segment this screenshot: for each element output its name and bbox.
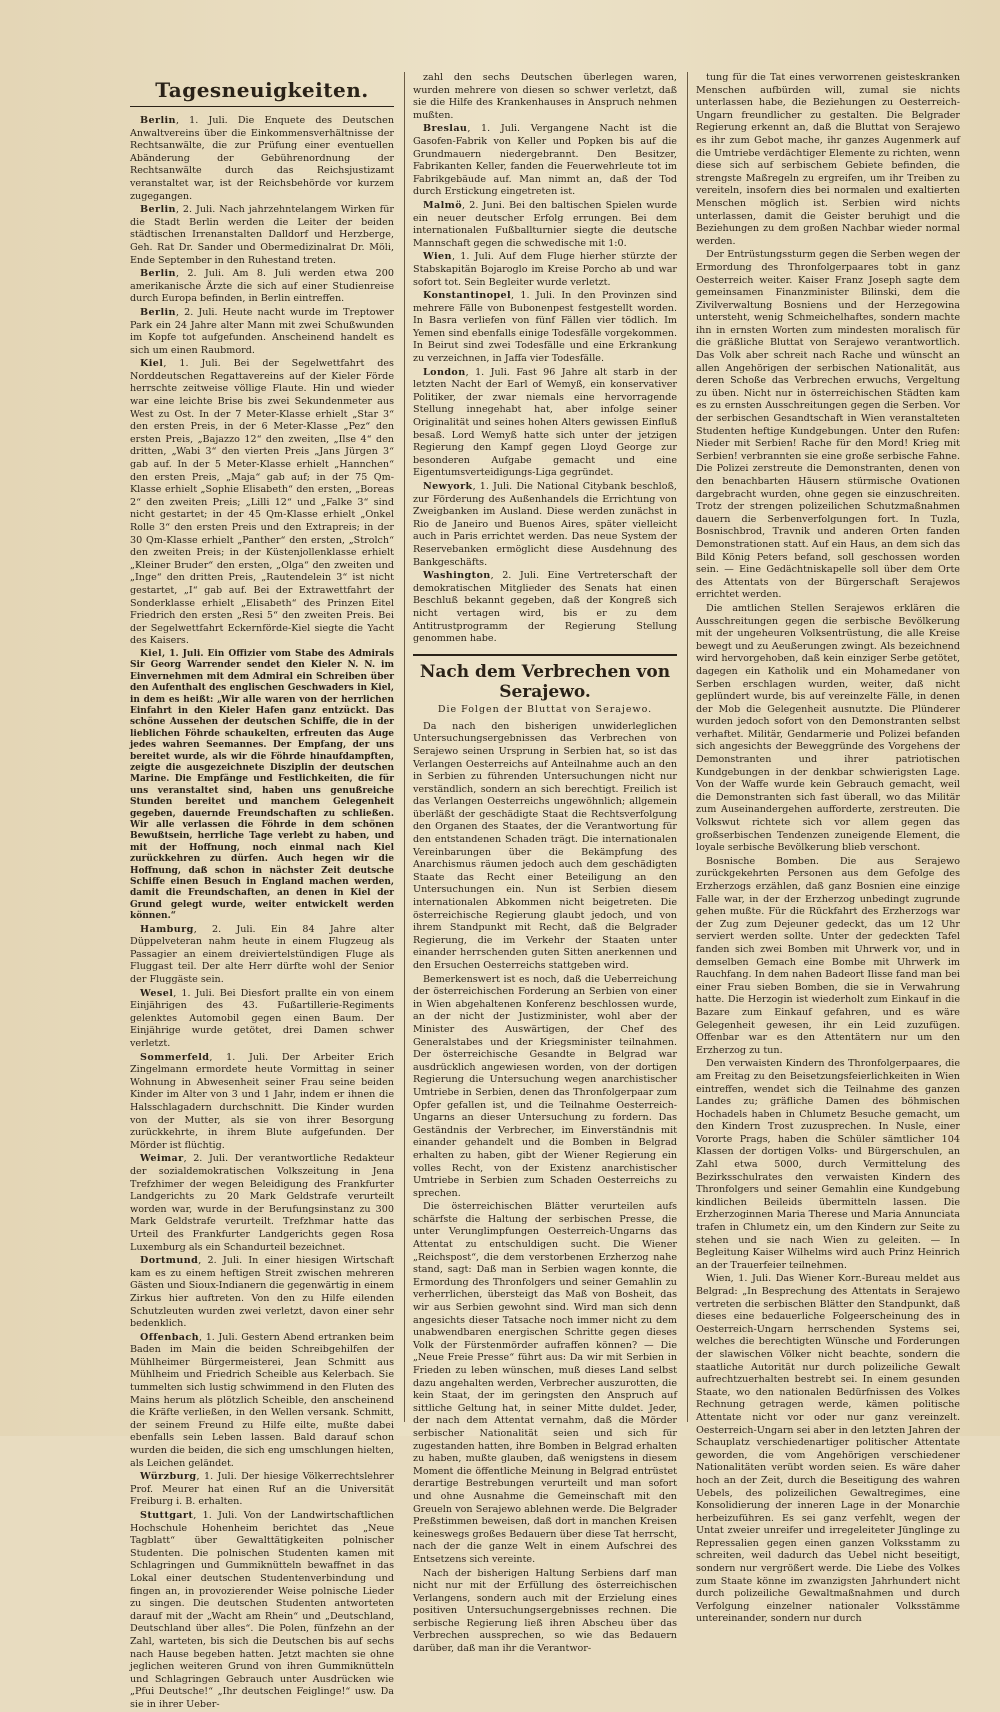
dateline: Berlin bbox=[140, 306, 176, 318]
news-text: , 1. Juli. Bei Diesfort prallte ein von einem Einjährigen des 43. Fußartillerie-Regiments gelenktes Automobil gegen einen Baum. Der Einjährige wurde getötet, drei Damen schwer verletzt. bbox=[130, 987, 394, 1050]
dateline: Wesel bbox=[140, 987, 174, 999]
news-item bbox=[130, 988, 394, 1051]
news-text: , 1. Juli. Die Enquete des Deutschen Anwaltvereins über die Einkommensverhältnisse der Rechtsanwälte, die zur Prüfung einer eventuellen Abänderung der Gebührenordnung der Rechtsanwälte durch das Reichsjustizamt veranstaltet war, ist der Reichsbehörde vor kurzem zugegangen. bbox=[130, 115, 394, 202]
dateline: Würzburg bbox=[140, 1471, 197, 1483]
news-item bbox=[130, 1255, 394, 1331]
column-3 bbox=[687, 72, 960, 1625]
news-item bbox=[413, 481, 677, 569]
news-item bbox=[130, 268, 394, 306]
news-items bbox=[413, 72, 677, 646]
news-item bbox=[130, 1510, 394, 1712]
dateline: London bbox=[423, 366, 466, 378]
section-heading: Tagesneuigkeiten. bbox=[130, 78, 394, 107]
news-text: , 1. Juli. Bei der Segelwettfahrt des Norddeutschen Regattavereins auf der Kieler Förde herrschte zeitweise völlige Flaute. Hin und wieder war eine leichte Brise bis zwei Sekundenmeter aus West zu Ost. In der 7 Meter-Klasse erhielt „Star 3“ den ersten Preis, in der 6 Meter-Klasse „Pez“ den ersten Preis, „Bajazzo 12“ den zweiten, „Ilse 4“ den dritten, „Wabi 3“ den vierten Preis „Jans Jürgen 3“ gab auf. In der 5 Meter-Klasse erhielt „Hannchen“ den ersten Preis, „Maja“ gab auf; in der 75 Qm-Klasse erhielt „Sophie Elisabeth“ den ersten, „Boreas 2“ den zweiten Preis; „Lilli 12“ und „Falke 3“ sind nicht gestartet; in der 45 Qm-Klasse erhielt „Onkel Rolle 3“ den ersten Preis und den Extrapreis; in der 30 Qm-Klasse erhielt „Panther“ den ersten, „Strolch“ den zweiten Preis; in der Küstenjollenklasse erhielt „Kleiner Bruder“ den ersten, „Olga“ den zweiten und „Inge“ den dritten Preis, „Rautendelein 3“ ist nicht gestartet, „I“ gab auf. Bei der Extrawettfahrt der Sonderklasse erhielt „Elisabeth“ des Prinzen Eitel Friedrich den ersten „Resi 5“ den zweiten Preis. Bei der Segelwettfahrt Eckernförde-Kiel siegte die Yacht des Kaisers. bbox=[130, 358, 394, 647]
news-item bbox=[130, 358, 394, 648]
dateline: Dortmund bbox=[140, 1255, 199, 1267]
dateline: Washington bbox=[423, 570, 491, 582]
news-text: , 1. Juli. Auf dem Fluge hierher stürzte der Stabskapitän Bojaroglo im Kreise Porcho ab und war sofort tot. Sein Begleiter wurde verletzt. bbox=[413, 251, 677, 288]
article-paragraph: Wien, 1. Juli. Das Wiener Korr.-Bureau meldet aus Belgrad: „In Besprechung des Attentats in Serajewo vertreten die serbischen Blätter den Standpunkt, daß dieses eine bedauerliche Folgeerscheinung des in Oesterreich-Ungarn herrschenden Systems sei, welches die berechtigten Wünsche und Forderungen der slawischen Völker nicht beachte, sondern die staatliche Autorität nur durch polizeiliche Gewalt aufrechtzuerhalten bestrebt sei. In einem gesunden Staate, wo den nationalen Bedürfnissen des Volkes Rechnung getragen werde, kämen politische Attentate nicht vor oder nur ganz vereinzelt. Oesterreich-Ungarn sei aber in den letzten Jahren der Schauplatz verschiedenartiger politischer Attentate geworden, die vom Angehörigen verschiedener Nationalitäten verübt worden seien. Es wäre daher hoch an der Zeit, durch die Beseitigung des wahren Uebels, des polizeilichen Gewaltregimes, eine Konsolidierung der inneren Lage in der Monarchie herbeizuführen. Es sei ganz verfehlt, wegen der Untat zweier unreifer und irregeleiteter Jünglinge zu Repressalien gegen einen ganzen Volksstamm zu schreiten, weil dadurch das Uebel nicht beseitigt, sondern nur vergrößert werde. Die Liebe des Volkes zum Staate könne im zwanzigsten Jahrhundert nicht durch polizeiliche Gewaltmaßnahmen und durch Verfolgung einzelner nationaler Volksstämme untereinander, sondern nur durch bbox=[696, 1273, 960, 1625]
article-paragraph: Die amtlichen Stellen Serajewos erklären die Ausschreitungen gegen die serbische Bevölkerung mit der ungeheuren Volksentrüstung, die alle Kreise bewegt und zu Aeußerungen zwingt. Als bezeichnend wird hervorgehoben, daß kein einziger Serbe getötet, dagegen ein Katholik und ein Mohamedaner von Serben erschlagen wurden, weiter, daß nicht geplündert wurde, bis auf vereinzelte Fälle, in denen der Mob die Gelegenheit ausnutzte. Die Plünderer wurden jedoch sofort von den Demonstranten selbst verhaftet. Militär, Gendarmerie und Polizei befanden sich angesichts der Beweggründe des Vorgehens der Demonstranten und ihrer patriotischen Kundgebungen in der denkbar schwierigsten Lage. Von der Waffe wurde kein Gebrauch gemacht, weil die Demonstranten sich fast überall, wo das Militär zum Auseinandergehen aufforderte, zerstreuten. Die Volkswut richtete sich vor allem gegen das großserbischen Tendenzen zuneigende Element, die loyale serbische Bevölkerung blieb verschont. bbox=[696, 602, 960, 854]
news-item bbox=[413, 123, 677, 199]
news-text: , 2. Juli. Heute nacht wurde im Treptower Park ein 24 Jahre alter Mann mit zwei Schußwunden im Kopfe tot aufgefunden. Anscheinend handelt es sich um einen Raubmord. bbox=[130, 306, 394, 356]
article-paragraph: Der Entrüstungssturm gegen die Serben wegen der Ermordung des Thronfolgerpaares tobt in ganz Oesterreich weiter. Kaiser Franz Joseph sagte dem gemeinsamen Finanzminister Bilinski, dem die Zivilverwaltung Bosniens und der Herzegowina untersteht, wenig Schmeichelhaftes, sondern machte ihn in ernsten Worten zum mindesten moralisch für die gräßliche Bluttat von Serajewo verantwortlich. Das Volk aber schreit nach Rache und wünscht an allen Angehörigen der serbischen Nationalität, aus deren Schoße das Verbrechen erwuchs, Vergeltung zu üben. Nicht nur in österreichischen Städten kam es zu ernsten Ausschreitungen gegen die Serben. Vor der serbischen Gesandtschaft in Wien veranstalteten Studenten heftige Kundgebungen. Unter den Rufen: Nieder mit Serbien! Rache für den Mord! Krieg mit Serbien! verbrannten sie eine große serbische Fahne. Die Polizei zerstreute die Demonstranten, denen von den benachbarten Häusern stürmische Ovationen dargebracht wurden, ohne gegen sie einzuschreiten. Trotz der strengen polizeilichen Schutzmaßnahmen dauern die Serbenverfolgungen fort. In Tuzla, Bosnischbrod, Travnik und anderen Orten fanden Demonstrationen statt. Auf ein Haus, an dem sich das Bild König Peters befand, soll geschossen worden sein. — Eine Gedächtniskapelle soll über dem Orte des Attentats von der Bürgerschaft Serajewos errichtet werden. bbox=[696, 249, 960, 601]
article-body bbox=[413, 721, 677, 1656]
news-text: , 2. Juli. Der verantwortliche Redakteur der sozialdemokratischen Volkszeitung in Jena Trefzhimer der wegen Beleidigung des Frankfurter Landgerichts zu 20 Mark Geldstrafe verurteilt worden war, wurde in der Berufungsinstanz zu 300 Mark Geldstrafe verurteilt. Trefzhmar hatte das Urteil des Frankfurter Landgerichts gegen Rosa Luxemburg als ein Schandurteil bezeichnet. bbox=[130, 1153, 394, 1253]
news-item bbox=[130, 1153, 394, 1254]
news-text: , 1. Juli. Ein Offizier vom Stabe des Admirals Sir Georg Warrender sendet den Kieler N. N. im Einvernehmen mit dem Admiral ein Schreiben über den Aufenthalt des englischen Geschwaders in Kiel, in dem es heißt: „Wir alle waren von der herrlichen Einfahrt in den Kieler Hafen ganz entzückt. Das schöne Aussehen der deutschen Schiffe, die in der lieblichen Föhrde schaukelten, erfreuten das Auge jedes wahren Seemannes. Der Empfang, der uns bereitet wurde, als wir die Föhrde hinaufdampften, zeigte die ausgezeichnete Disziplin der deutschen Marine. Die Empfänge und Festlichkeiten, die für uns veranstaltet sind, haben uns genußreiche Stunden bereitet und manchem Gelegenheit gegeben, dauernde Freundschaften zu schließen. Wir alle verlassen die Föhrde in dem schönen Bewußtsein, herrliche Tage verlebt zu haben, und mit der Hoffnung, noch einmal nach Kiel zurückkehren zu dürfen. Auch hegen wir die Hoffnung, daß schon in nächster Zeit deutsche Schiffe einen Besuch in England machen werden, damit die Freundschaften, an denen in Kiel der Grund gelegt wurde, weiter entwickelt werden können.“ bbox=[130, 648, 394, 922]
article-subtitle: Die Folgen der Bluttat von Serajewo. bbox=[437, 703, 653, 715]
news-item bbox=[130, 1471, 394, 1509]
news-text: , 1. Juli. Der Arbeiter Erich Zingelmann ermordete heute Vormittag in seiner Wohnung in Abwesenheit seiner Frau seine beiden Kinder im Alter von 3 und 1 Jahr, indem er ihnen die Halsschlagadern durchschnitt. Die Kinder wurden von der Mutter, als sie von ihrer Besorgung zurückkehrte, in ihrem Blute aufgefunden. Der Mörder ist flüchtig. bbox=[130, 1051, 394, 1151]
news-text: , 1. Juli. Gestern Abend ertranken beim Baden im Main die beiden Schreibgehilfen der Mühlheimer Bürgermeisterei, Jean Schmitt aus Mühlheim und Friedrich Scheible aus Kelerbach. Sie tummelten sich lustig schwimmend in den Fluten des Mains herum als plötzlich Scheible, den anscheinend die Kräfte verließen, in den Wellen versank. Schmitt, der seinem Freund zu Hilfe eilte, mußte dabei ebenfalls sein Leben lassen. Bald darauf schon wurden die beiden, die sich eng umschlungen hielten, als Leichen geländet. bbox=[130, 1331, 394, 1469]
dateline: Hamburg bbox=[140, 923, 194, 935]
dateline: Malmö bbox=[423, 199, 463, 211]
column-2 bbox=[404, 72, 677, 1655]
news-item bbox=[130, 649, 394, 923]
news-text: zahl den sechs Deutschen überlegen waren, wurden mehrere von diesen so schwer verletzt, daß sie die Hilfe des Krankenhauses in Anspruch nehmen mußten. bbox=[413, 72, 677, 121]
news-text: , 1. Juli. Der hiesige Völkerrechtslehrer Prof. Meurer hat einen Ruf an die Universität Freiburg i. B. erhalten. bbox=[130, 1471, 394, 1508]
news-text: , 1. Juli. Vergangene Nacht ist die Gasofen-Fabrik von Keller und Popken bis auf die Grundmauern niedergebrannt. Den Besitzer, Fabrikanten Keller, fanden die Feuerwehrleute tot im Fabrikgebäude auf. Man nimmt an, daß der Tod durch Erstickung eingetreten ist. bbox=[413, 123, 677, 198]
news-item bbox=[130, 307, 394, 357]
dateline: Kiel bbox=[140, 648, 162, 659]
news-text: , 1. Juli. Fast 96 Jahre alt starb in der letzten Nacht der Earl of Wemyß, ein konservativer Politiker, der zwar niemals eine hervorragende Stellung innegehabt hat, aber infolge seiner Originalität und seines hohen Alters gewissen Einfluß besaß. Lord Wemyß hatte sich unter der jetzigen Regierung den Kampf gegen Lloyd George zur besonderen Aufgabe gemacht und eine Eigentumsverteidigungs-Liga gegründet. bbox=[413, 366, 677, 479]
article-paragraph: Den verwaisten Kindern des Thronfolgerpaares, die am Freitag zu den Beisetzungsfeierlichkeiten in Wien eintreffen, wendet sich die Teilnahme des ganzen Landes zu; gräfliche Damen des böhmischen Hochadels haben in Chlumetz Besuche gemacht, um den Kindern Trost zuzusprechen. In Nusle, einer Vororte Prags, haben die Schüler sämtlicher 104 Klassen der dortigen Volks- und Bürgerschulen, an Zahl etwa 5000, durch Vermittelung des Bezirksschulrates den verwaisten Kindern des Thronfolgers und seiner Gemahlin eine Kundgebung kindlichen Beileids übermitteln lassen. Die Erzherzoginnen Maria Therese und Maria Annunciata trafen in Chlumetz ein, um den Kindern zur Seite zu stehen und sie nach Wien zu geleiten. — In Begleitung Kaiser Wilhelms wird auch Prinz Heinrich an der Trauerfeier teilnehmen. bbox=[696, 1058, 960, 1271]
dateline: Offenbach bbox=[140, 1331, 200, 1343]
columns bbox=[130, 72, 960, 1710]
article-paragraph: Bemerkenswert ist es noch, daß die Ueberreichung der österreichischen Forderung an Serbien von einer in Wien abgehaltenen Konferenz beschlossen wurde, an der nicht der Justizminister, wohl aber der Minister des Auswärtigen, der Chef des Generalstabes und der Kriegsminister teilnahmen. Der österreichische Gesandte in Belgrad war ausdrücklich angewiesen worden, von der dortigen Regierung die Untersuchung wegen anarchistischer Umtriebe in Serbien, denen das Thronfolgerpaar zum Opfer gefallen ist, und die Teilnahme Oesterreich-Ungarns an dieser Untersuchung zu fordern. Das Geständnis der Verbrecher, im Einverständnis mit einander gehandelt und die Bomben in Belgrad erhalten zu haben, gibt der Wiener Regierung ein volles Recht, von der Existenz anarchistischer Umtriebe in Serbien zum Schaden Oesterreichs zu sprechen. bbox=[413, 973, 677, 1199]
news-text: , 1. Juli. Von der Landwirtschaftlichen Hochschule Hohenheim berichtet das „Neue Tagblatt“ über Gewalttätigkeiten polnischer Studenten. Die polnischen Studenten kamen mit Schlagringen und Gummiknütteln bewaffnet in das Lokal einer deutschen Studentenverbindung und fingen an, in provozierender Weise polnische Lieder zu singen. Die deutschen Studenten antworteten darauf mit der „Wacht am Rhein“ und „Deutschland, Deutschland über alles“. Die Polen, fünfzehn an der Zahl, warteten, bis sich die Deutschen bis auf sechs nach Hause begeben hatten. Jetzt machten sie ohne jeglichen weiteren Grund von ihren Gummiknütteln und Schlagringen Gebrauch unter Ausdrücken wie „Pfui Deutsche!“ „Ihr deutschen Feiglinge!“ usw. Da sie in ihrer Ueber- bbox=[130, 1510, 394, 1710]
news-text: , 2. Juli. Am 8. Juli werden etwa 200 amerikanische Ärzte die sich auf einer Studienreise durch Europa befinden, in Berlin eintreffen. bbox=[130, 268, 394, 305]
news-item bbox=[413, 251, 677, 289]
news-item bbox=[413, 570, 677, 646]
news-text: , 2. Juli. Nach jahrzehntelangem Wirken für die Stadt Berlin werden die Leiter der beiden städtischen Irrenanstalten Dalldorf und Herzberge, Geh. Rat Dr. Sander und Obermedizinalrat Dr. Möli, Ende September in den Ruhestand treten. bbox=[130, 204, 394, 266]
news-item bbox=[130, 1332, 394, 1471]
dateline: Berlin bbox=[140, 268, 176, 280]
news-text: , 2. Juli. Eine Vertreterschaft der demokratischen Mitglieder des Senats hat einen Beschluß bekannt gegeben, daß der Kongreß sich nicht vertagen wird, bis er zu dem Antitrustprogramm der Regierung Stellung genommen habe. bbox=[413, 570, 677, 645]
column-1 bbox=[130, 72, 394, 1710]
news-item bbox=[130, 204, 394, 267]
dateline: Berlin bbox=[140, 204, 176, 216]
dateline: Newyork bbox=[423, 481, 473, 492]
article-paragraph: Die österreichischen Blätter verurteilen aufs schärfste die Haltung der serbischen Presse, die unter Verunglimpfungen Oesterreich-Ungarns das Attentat zu entschuldigen sucht. Die Wiener „Reichspost“, die dem verstorbenen Erzherzog nahe stand, sagt: Daß man in Serbien wagen konnte, die Ermordung des Thronfolgers und seiner Gemahlin zu verherrlichen, übersteigt das Maß von Bosheit, das wir aus Serbien gewohnt sind. Wird man sich denn angesichts dieser Tatsache noch immer nicht zu dem unabwendbaren energischen Schritte gegen dieses Volk der Fürstenmörder aufraffen können? — Die „Neue Freie Presse“ führt aus: Da wir mit Serbien in Frieden zu leben wünschen, muß dieses Land selbst dazu angehalten werden, Verbrecher auszurotten, die kein Staat, der im geringsten den Anspruch auf sittliche Geltung hat, in seiner Mitte duldet. Jeder, der nach dem Attentat vernahm, daß die Mörder serbischer Nationalität seien und sich für zugestanden hatten, ihre Bomben in Belgrad erhalten zu haben, mußte glauben, daß wenigstens in diesem Moment die öffentliche Meinung in Belgrad entrüstet derartige Bestrebungen verurteilt und man sofort und ohne Ausnahme die Gemeinschaft mit den Greueln von Serajewo ablehnen werde. Die Belgrader Preßstimmen beweisen, daß dort in manchen Kreisen keineswegs großes Bedauern über diese Tat herrscht, nach der die ganze Welt in einem Aufschrei des Entsetzens sich vereinte. bbox=[413, 1201, 677, 1565]
dateline: Sommerfeld bbox=[140, 1051, 210, 1063]
news-text: , 1. Juli. In den Provinzen sind mehrere Fälle von Bubonenpest festgestellt worden. In Basra verliefen von fünf Fällen vier tödlich. Im Yemen sind ebenfalls einige Todesfälle vorgekommen. In Beirut sind zwei Todesfälle und eine Erkrankung zu verzeichnen, in Jaffa vier Todesfälle. bbox=[413, 290, 677, 365]
article-title: Nach dem Verbrechen von Serajewo. bbox=[413, 654, 677, 702]
news-text: , 2. Juni. Bei den baltischen Spielen wurde ein neuer deutscher Erfolg errungen. Bei dem internationalen Fußballturnier siegte die deutsche Mannschaft gegen die schwedische mit 1:0. bbox=[413, 199, 677, 249]
news-item bbox=[413, 200, 677, 250]
article-paragraph: Da nach den bisherigen unwiderleglichen Untersuchungsergebnissen das Verbrechen von Serajewo seinen Ursprung in Serbien hat, so ist das Verlangen Oesterreichs auf Anteilnahme auch an den in Serbien zu führenden Untersuchungen nicht nur verständlich, sondern an sich berechtigt. Freilich ist das Verlangen Oesterreichs ungewöhnlich; allgemein überläßt der geschädigte Staat die Rechtsverfolgung den Organen des Staates, der die Verantwortung für den entstandenen Schaden trägt. Die internationalen Vereinbarungen über die Bekämpfung des Anarchismus räumen jedoch auch dem geschädigten Staate das Recht einer Beteiligung an den Untersuchungen ein. Nun ist Serbien diesem internationalen Abkommen nicht beigetreten. Die österreichische Regierung glaubt jedoch, und von ihrem Standpunkt mit Recht, daß die Belgrader Regierung, die im Verkehr der Staaten unter einander herrschenden guten Sitten anerkennen und den Ersuchen Oesterreichs stattgeben wird. bbox=[413, 720, 677, 971]
news-text: , 2. Juli. Ein 84 Jahre alter Düppelveteran nahm heute in einem Flugzeug als Passagier an einem dreiviertelstündigen Fluge als Fluggast teil. Der alte Herr dürfte wohl der Senior der Fluggäste sein. bbox=[130, 923, 394, 986]
news-text: , 2. Juli. In einer hiesigen Wirtschaft kam es zu einem heftigen Streit zwischen mehreren Gästen und Sioux-Indianern die gegenwärtig in einem Zirkus hier auftreten. Von den zu Hilfe eilenden Schutzleuten wurden zwei verletzt, davon einer sehr bedenklich. bbox=[130, 1255, 394, 1330]
dateline: Wien bbox=[423, 251, 452, 263]
article-paragraph: Nach der bisherigen Haltung Serbiens darf man nicht nur mit der Erfüllung des österreichischen Verlangens, sondern auch mit der Erzielung eines positiven Untersuchungsergebnisses rechnen. Die serbische Regierung ließ ihren Abscheu über das Verbrechen aussprechen, so wie das Bedauern darüber, daß man ihr die Verantwor- bbox=[413, 1567, 677, 1655]
news-text: , 1. Juli. Die National Citybank beschloß, zur Förderung des Außenhandels die Errichtung von Zweigbanken im Ausland. Diese werden zunächst in Rio de Janeiro und Buenos Aires, später vielleicht auch in Paris errichtet werden. Das neue System der Reservebanken ermöglicht diese Ausdehnung des Bankgeschäfts. bbox=[413, 481, 677, 568]
dateline: Konstantinopel bbox=[423, 290, 512, 302]
news-item bbox=[130, 115, 394, 203]
dateline: Stuttgart bbox=[140, 1510, 194, 1521]
dateline: Berlin bbox=[140, 115, 176, 126]
news-item bbox=[413, 367, 677, 480]
news-item bbox=[130, 924, 394, 987]
article-paragraph: Bosnische Bomben. Die aus Serajewo zurückgekehrten Personen aus dem Gefolge des Erzherzogs erzählen, daß ganz Bosnien eine einzige Falle war, in der der Erzherzog unbedingt zugrunde gehen mußte. Für die Rückfahrt des Erzherzogs war der Zug zum Dejeuner gedeckt, das um 12 Uhr serviert werden sollte. Unter der gedeckten Tafel fanden sich zwei Bomben mit Uhrwerk vor, und in demselben Gemach eine Bombe mit Uhrwerk im Rauchfang. In dem nahen Badeort Ilisse fand man bei einer Frau sieben Bomben, die sie in Verwahrung hatte. Die Herzogin ist wiederholt zum Einkauf in die Bazare zum Einkauf gefahren, und es wäre Gelegenheit gewesen, ihr ein Leid zuzufügen. Offenbar war es den Attentätern nur um den Erzherzog zu tun. bbox=[696, 855, 960, 1056]
news-item bbox=[413, 290, 677, 366]
dateline: Breslau bbox=[423, 123, 468, 135]
news-item bbox=[413, 72, 677, 122]
dateline: Kiel bbox=[140, 358, 164, 370]
article-paragraph: tung für die Tat eines verworrenen geisteskranken Menschen aufbürden will, zumal sie nichts unterlassen habe, die Beziehungen zu Oesterreich-Ungarn freundlicher zu gestalten. Die Belgrader Regierung erkennt an, daß die Bluttat von Serajewo es ihr zum Gebot mache, ihr ganzes Augenmerk auf die Umtriebe verdächtiger Elemente zu richten, wenn diese sich auf serbischem Gebiete befinden, die strengste Maßregeln zu ergreifen, um ihr Treiben zu vereiteln, insofern dies bei normalen und exaltierten Menschen möglich ist. Serbien wird nichts unterlassen, damit die Geister beruhigt und die Beziehungen zu dem großen Nachbar wieder normal werden. bbox=[696, 72, 960, 247]
dateline: Weimar bbox=[140, 1153, 184, 1165]
news-item bbox=[130, 1052, 394, 1153]
